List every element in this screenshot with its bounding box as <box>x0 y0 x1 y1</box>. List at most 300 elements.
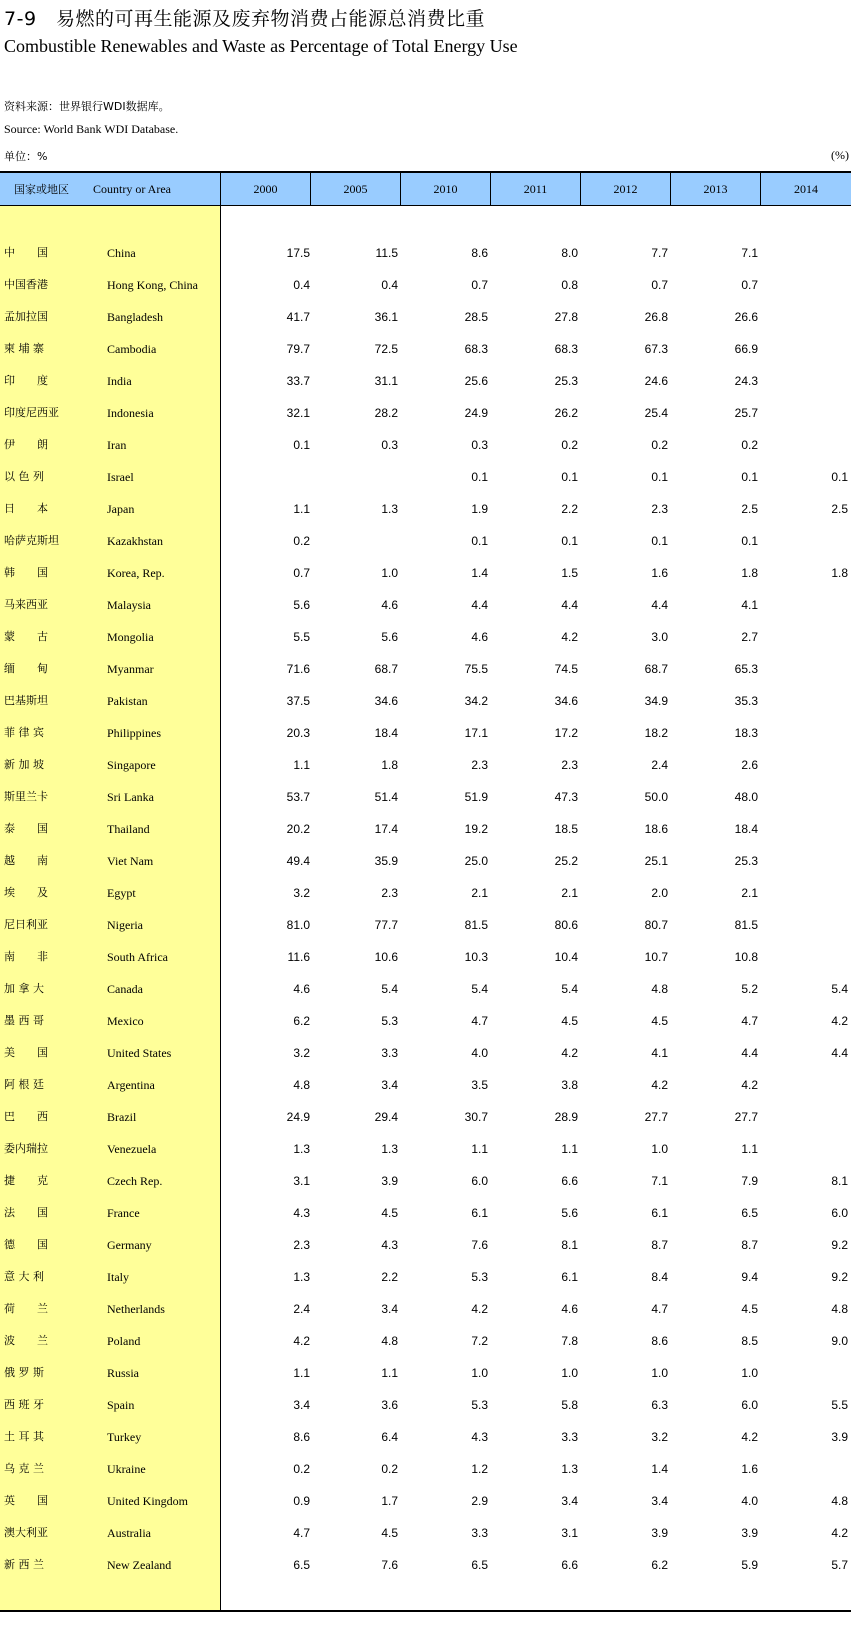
table-row <box>0 781 851 813</box>
country-name-zh: 俄 罗 斯 <box>4 1366 44 1379</box>
value-cell-2000: 5.5 <box>293 630 310 644</box>
value-cell-2013: 81.5 <box>734 918 758 932</box>
value-cell-2010: 1.2 <box>471 1462 488 1476</box>
value-cell-2012: 3.9 <box>651 1526 668 1540</box>
value-cell-2000: 5.6 <box>293 598 310 612</box>
value-cell-2000: 8.6 <box>293 1430 310 1444</box>
value-cell-2011: 0.8 <box>561 278 578 292</box>
table-row <box>0 973 851 1005</box>
value-cell-2011: 5.8 <box>561 1398 578 1412</box>
value-cell-2014: 6.0 <box>831 1206 848 1220</box>
value-cell-2000: 4.2 <box>293 1334 310 1348</box>
table-row <box>0 1101 851 1133</box>
value-cell-2000: 1.1 <box>293 1366 310 1380</box>
value-cell-2011: 25.2 <box>554 854 578 868</box>
country-name-en: Italy <box>107 1270 129 1284</box>
value-cell-2012: 27.7 <box>644 1110 668 1124</box>
value-cell-2010: 7.2 <box>471 1334 488 1348</box>
country-name-zh: 意 大 利 <box>4 1270 44 1283</box>
country-name-zh: 西 班 牙 <box>4 1398 44 1411</box>
table-body <box>0 237 851 1581</box>
value-cell-2000: 17.5 <box>286 246 310 260</box>
value-cell-2011: 4.2 <box>561 1046 578 1060</box>
country-name-en: France <box>107 1206 140 1220</box>
country-name-zh: 乌 克 兰 <box>4 1462 44 1475</box>
value-cell-2010: 17.1 <box>464 726 488 740</box>
data-table <box>0 171 851 1612</box>
country-name-zh: 马来西亚 <box>4 598 48 611</box>
table-row <box>0 493 851 525</box>
country-name-zh: 新 西 兰 <box>4 1558 44 1571</box>
value-cell-2000: 81.0 <box>286 918 310 932</box>
value-cell-2010: 0.3 <box>471 438 488 452</box>
country-name-en: Spain <box>107 1398 135 1412</box>
value-cell-2010: 2.3 <box>471 758 488 772</box>
value-cell-2005: 77.7 <box>374 918 398 932</box>
value-cell-2005: 35.9 <box>374 854 398 868</box>
country-name-zh: 日 本 <box>4 502 48 515</box>
table-row <box>0 525 851 557</box>
table-row <box>0 1165 851 1197</box>
value-cell-2013: 2.1 <box>741 886 758 900</box>
value-cell-2000: 2.3 <box>293 1238 310 1252</box>
value-cell-2012: 18.6 <box>644 822 668 836</box>
value-cell-2010: 8.6 <box>471 246 488 260</box>
value-cell-2000: 20.3 <box>286 726 310 740</box>
country-name-zh: 以 色 列 <box>4 470 44 483</box>
country-name-en: Russia <box>107 1366 140 1380</box>
value-cell-2005: 17.4 <box>374 822 398 836</box>
value-cell-2012: 0.1 <box>651 470 668 484</box>
table-row <box>0 1357 851 1389</box>
value-cell-2005: 5.4 <box>381 982 398 996</box>
country-name-zh: 加 拿 大 <box>4 982 44 995</box>
value-cell-2013: 3.9 <box>741 1526 758 1540</box>
value-cell-2010: 6.5 <box>471 1558 488 1572</box>
table-row <box>0 621 851 653</box>
country-name-zh: 孟加拉国 <box>4 310 48 323</box>
country-name-en: New Zealand <box>107 1558 172 1572</box>
value-cell-2013: 65.3 <box>734 662 758 676</box>
country-name-zh: 越 南 <box>4 854 48 867</box>
value-cell-2013: 25.7 <box>734 406 758 420</box>
value-cell-2011: 0.1 <box>561 470 578 484</box>
value-cell-2010: 1.1 <box>471 1142 488 1156</box>
table-row <box>0 269 851 301</box>
value-cell-2014: 1.8 <box>831 566 848 580</box>
value-cell-2005: 31.1 <box>374 374 398 388</box>
header-area-en: Country or Area <box>93 181 171 196</box>
country-name-en: Cambodia <box>107 342 157 356</box>
value-cell-2011: 3.4 <box>561 1494 578 1508</box>
value-cell-2013: 1.8 <box>741 566 758 580</box>
country-name-en: India <box>107 374 132 388</box>
value-cell-2012: 6.2 <box>651 1558 668 1572</box>
country-name-zh: 泰 国 <box>4 822 48 835</box>
value-cell-2011: 3.3 <box>561 1430 578 1444</box>
value-cell-2013: 18.4 <box>734 822 758 836</box>
value-cell-2005: 4.6 <box>381 598 398 612</box>
value-cell-2005: 3.3 <box>381 1046 398 1060</box>
value-cell-2000: 6.2 <box>293 1014 310 1028</box>
value-cell-2014: 5.4 <box>831 982 848 996</box>
value-cell-2013: 25.3 <box>734 854 758 868</box>
value-cell-2005: 29.4 <box>374 1110 398 1124</box>
value-cell-2000: 1.3 <box>293 1142 310 1156</box>
value-cell-2010: 2.9 <box>471 1494 488 1508</box>
value-cell-2013: 4.4 <box>741 1046 758 1060</box>
table-bottom-rule <box>0 1610 851 1612</box>
value-cell-2013: 9.4 <box>741 1270 758 1284</box>
table-row <box>0 909 851 941</box>
value-cell-2010: 4.4 <box>471 598 488 612</box>
country-name-zh: 中 国 <box>4 246 48 259</box>
value-cell-2014: 4.2 <box>831 1526 848 1540</box>
table-row <box>0 877 851 909</box>
value-cell-2012: 4.2 <box>651 1078 668 1092</box>
value-cell-2011: 1.1 <box>561 1142 578 1156</box>
table-row <box>0 717 851 749</box>
country-name-zh: 新 加 坡 <box>4 758 44 771</box>
value-cell-2012: 26.8 <box>644 310 668 324</box>
header-country-or-area <box>0 173 221 205</box>
value-cell-2005: 34.6 <box>374 694 398 708</box>
country-name-en: Bangladesh <box>107 310 163 324</box>
value-cell-2012: 50.0 <box>644 790 668 804</box>
table-row <box>0 1293 851 1325</box>
country-name-zh: 中国香港 <box>4 278 48 291</box>
value-cell-2012: 25.4 <box>644 406 668 420</box>
value-cell-2013: 4.2 <box>741 1430 758 1444</box>
value-cell-2012: 0.1 <box>651 534 668 548</box>
value-cell-2005: 1.3 <box>381 1142 398 1156</box>
country-name-zh: 埃 及 <box>4 886 48 899</box>
value-cell-2013: 4.2 <box>741 1078 758 1092</box>
table-row <box>0 1389 851 1421</box>
country-name-en: Korea, Rep. <box>107 566 165 580</box>
header-year-2014: 2014 <box>761 173 851 205</box>
value-cell-2012: 0.2 <box>651 438 668 452</box>
value-cell-2005: 6.4 <box>381 1430 398 1444</box>
country-name-en: China <box>107 246 136 260</box>
value-cell-2000: 4.8 <box>293 1078 310 1092</box>
country-name-en: Nigeria <box>107 918 143 932</box>
value-cell-2013: 8.5 <box>741 1334 758 1348</box>
country-name-en: South Africa <box>107 950 168 964</box>
value-cell-2005: 36.1 <box>374 310 398 324</box>
value-cell-2005: 10.6 <box>374 950 398 964</box>
country-name-zh: 墨 西 哥 <box>4 1014 44 1027</box>
value-cell-2005: 1.1 <box>381 1366 398 1380</box>
table-row <box>0 1037 851 1069</box>
country-name-en: Australia <box>107 1526 151 1540</box>
value-cell-2014: 4.8 <box>831 1494 848 1508</box>
value-cell-2012: 10.7 <box>644 950 668 964</box>
country-name-en: Mongolia <box>107 630 154 644</box>
country-name-en: Viet Nam <box>107 854 154 868</box>
value-cell-2000: 32.1 <box>286 406 310 420</box>
country-name-zh: 菲 律 宾 <box>4 726 44 739</box>
value-cell-2010: 68.3 <box>464 342 488 356</box>
value-cell-2005: 3.6 <box>381 1398 398 1412</box>
table-row <box>0 1261 851 1293</box>
value-cell-2005: 1.0 <box>381 566 398 580</box>
value-cell-2005: 3.4 <box>381 1078 398 1092</box>
country-name-en: Ukraine <box>107 1462 146 1476</box>
value-cell-2012: 4.4 <box>651 598 668 612</box>
country-name-en: Venezuela <box>107 1142 157 1156</box>
value-cell-2005: 1.3 <box>381 502 398 516</box>
value-cell-2005: 2.2 <box>381 1270 398 1284</box>
value-cell-2013: 26.6 <box>734 310 758 324</box>
table-row <box>0 653 851 685</box>
value-cell-2011: 7.8 <box>561 1334 578 1348</box>
value-cell-2000: 71.6 <box>286 662 310 676</box>
value-cell-2014: 9.2 <box>831 1270 848 1284</box>
value-cell-2011: 3.8 <box>561 1078 578 1092</box>
value-cell-2014: 5.5 <box>831 1398 848 1412</box>
value-cell-2005: 3.9 <box>381 1174 398 1188</box>
country-name-zh: 波 兰 <box>4 1334 48 1347</box>
value-cell-2013: 10.8 <box>734 950 758 964</box>
table-row <box>0 1517 851 1549</box>
country-name-en: Kazakhstan <box>107 534 163 548</box>
value-cell-2013: 1.0 <box>741 1366 758 1380</box>
value-cell-2012: 24.6 <box>644 374 668 388</box>
country-name-zh: 印度尼西亚 <box>4 406 59 419</box>
value-cell-2012: 4.1 <box>651 1046 668 1060</box>
value-cell-2011: 34.6 <box>554 694 578 708</box>
value-cell-2005: 4.3 <box>381 1238 398 1252</box>
country-name-en: Germany <box>107 1238 152 1252</box>
value-cell-2012: 8.6 <box>651 1334 668 1348</box>
value-cell-2011: 6.6 <box>561 1174 578 1188</box>
value-cell-2012: 2.3 <box>651 502 668 516</box>
value-cell-2013: 4.1 <box>741 598 758 612</box>
header-year-2013: 2013 <box>671 173 761 205</box>
country-name-zh: 法 国 <box>4 1206 48 1219</box>
value-cell-2012: 1.6 <box>651 566 668 580</box>
country-name-en: Philippines <box>107 726 162 740</box>
table-row <box>0 941 851 973</box>
value-cell-2013: 66.9 <box>734 342 758 356</box>
value-cell-2011: 68.3 <box>554 342 578 356</box>
value-cell-2011: 80.6 <box>554 918 578 932</box>
country-name-en: Sri Lanka <box>107 790 154 804</box>
header-year-2012: 2012 <box>581 173 671 205</box>
value-cell-2014: 4.4 <box>831 1046 848 1060</box>
value-cell-2013: 2.6 <box>741 758 758 772</box>
value-cell-2011: 10.4 <box>554 950 578 964</box>
country-name-zh: 荷 兰 <box>4 1302 48 1315</box>
value-cell-2011: 6.6 <box>561 1558 578 1572</box>
value-cell-2013: 18.3 <box>734 726 758 740</box>
value-cell-2000: 0.9 <box>293 1494 310 1508</box>
value-cell-2013: 6.5 <box>741 1206 758 1220</box>
country-name-zh: 柬 埔 寨 <box>4 342 44 355</box>
value-cell-2012: 2.4 <box>651 758 668 772</box>
value-cell-2012: 6.1 <box>651 1206 668 1220</box>
value-cell-2010: 3.3 <box>471 1526 488 1540</box>
value-cell-2011: 8.1 <box>561 1238 578 1252</box>
value-cell-2012: 2.0 <box>651 886 668 900</box>
value-cell-2000: 2.4 <box>293 1302 310 1316</box>
value-cell-2011: 5.6 <box>561 1206 578 1220</box>
value-cell-2012: 6.3 <box>651 1398 668 1412</box>
value-cell-2013: 0.7 <box>741 278 758 292</box>
value-cell-2012: 3.4 <box>651 1494 668 1508</box>
value-cell-2011: 1.5 <box>561 566 578 580</box>
value-cell-2012: 3.0 <box>651 630 668 644</box>
value-cell-2010: 6.1 <box>471 1206 488 1220</box>
value-cell-2013: 0.1 <box>741 534 758 548</box>
value-cell-2012: 7.7 <box>651 246 668 260</box>
value-cell-2011: 6.1 <box>561 1270 578 1284</box>
country-name-en: Czech Rep. <box>107 1174 163 1188</box>
value-cell-2005: 11.5 <box>375 246 398 260</box>
page-title-en: Combustible Renewables and Waste as Percentage of Total Energy Use <box>4 36 518 56</box>
value-cell-2000: 1.1 <box>293 758 310 772</box>
value-cell-2011: 26.2 <box>554 406 578 420</box>
value-cell-2013: 35.3 <box>734 694 758 708</box>
value-cell-2014: 5.7 <box>831 1558 848 1572</box>
value-cell-2013: 0.1 <box>741 470 758 484</box>
value-cell-2010: 25.6 <box>464 374 488 388</box>
header-year-2011: 2011 <box>491 173 581 205</box>
country-name-zh: 南 非 <box>4 950 48 963</box>
value-cell-2011: 8.0 <box>561 246 578 260</box>
value-cell-2011: 3.1 <box>561 1526 578 1540</box>
table-row <box>0 749 851 781</box>
table-row <box>0 1421 851 1453</box>
value-cell-2000: 11.6 <box>287 950 310 964</box>
value-cell-2010: 7.6 <box>471 1238 488 1252</box>
country-name-en: Hong Kong, China <box>107 278 198 292</box>
value-cell-2010: 25.0 <box>464 854 488 868</box>
value-cell-2013: 27.7 <box>734 1110 758 1124</box>
country-name-en: Poland <box>107 1334 141 1348</box>
table-row <box>0 429 851 461</box>
value-cell-2005: 28.2 <box>374 406 398 420</box>
value-cell-2010: 0.1 <box>471 470 488 484</box>
value-cell-2013: 5.2 <box>741 982 758 996</box>
header-year-2005: 2005 <box>311 173 401 205</box>
value-cell-2013: 2.7 <box>741 630 758 644</box>
value-cell-2014: 4.8 <box>831 1302 848 1316</box>
value-cell-2013: 2.5 <box>741 502 758 516</box>
value-cell-2005: 4.5 <box>381 1526 398 1540</box>
value-cell-2010: 5.3 <box>471 1398 488 1412</box>
value-cell-2010: 4.0 <box>471 1046 488 1060</box>
country-name-zh: 澳大利亚 <box>4 1526 48 1539</box>
value-cell-2000: 0.4 <box>293 278 310 292</box>
value-cell-2005: 3.4 <box>381 1302 398 1316</box>
value-cell-2005: 0.4 <box>381 278 398 292</box>
value-cell-2000: 49.4 <box>286 854 310 868</box>
value-cell-2000: 37.5 <box>286 694 310 708</box>
table-row <box>0 589 851 621</box>
country-name-zh: 英 国 <box>4 1494 48 1507</box>
value-cell-2013: 24.3 <box>734 374 758 388</box>
value-cell-2011: 2.2 <box>561 502 578 516</box>
value-cell-2014: 2.5 <box>831 502 848 516</box>
country-name-zh: 阿 根 廷 <box>4 1078 44 1091</box>
value-cell-2011: 4.4 <box>561 598 578 612</box>
value-cell-2012: 0.7 <box>651 278 668 292</box>
value-cell-2012: 1.0 <box>651 1142 668 1156</box>
value-cell-2013: 7.9 <box>741 1174 758 1188</box>
header-year-2010: 2010 <box>401 173 491 205</box>
country-name-en: Thailand <box>107 822 150 836</box>
country-name-zh: 印 度 <box>4 374 48 387</box>
value-cell-2011: 4.6 <box>561 1302 578 1316</box>
value-cell-2010: 4.2 <box>471 1302 488 1316</box>
country-name-en: Pakistan <box>107 694 148 708</box>
table-row <box>0 1453 851 1485</box>
value-cell-2013: 8.7 <box>741 1238 758 1252</box>
value-cell-2005: 1.8 <box>381 758 398 772</box>
country-name-zh: 哈萨克斯坦 <box>4 534 59 547</box>
value-cell-2000: 41.7 <box>286 310 310 324</box>
value-cell-2010: 1.0 <box>471 1366 488 1380</box>
source-note-zh: 资料来源：世界银行WDI数据库。 <box>4 100 170 113</box>
table-row <box>0 1549 851 1581</box>
value-cell-2000: 4.3 <box>293 1206 310 1220</box>
value-cell-2000: 0.1 <box>293 438 310 452</box>
value-cell-2010: 75.5 <box>464 662 488 676</box>
value-cell-2010: 5.3 <box>471 1270 488 1284</box>
value-cell-2012: 8.7 <box>651 1238 668 1252</box>
value-cell-2014: 3.9 <box>831 1430 848 1444</box>
value-cell-2011: 0.1 <box>561 534 578 548</box>
header-area-zh: 国家或地区 <box>14 183 69 196</box>
value-cell-2014: 4.2 <box>831 1014 848 1028</box>
value-cell-2013: 4.0 <box>741 1494 758 1508</box>
value-cell-2013: 7.1 <box>741 246 758 260</box>
value-cell-2010: 4.3 <box>471 1430 488 1444</box>
value-cell-2000: 4.7 <box>293 1526 310 1540</box>
value-cell-2013: 1.1 <box>741 1142 758 1156</box>
value-cell-2000: 79.7 <box>286 342 310 356</box>
country-name-en: Netherlands <box>107 1302 165 1316</box>
country-name-en: Myanmar <box>107 662 154 676</box>
table-row <box>0 1229 851 1261</box>
value-cell-2010: 30.7 <box>464 1110 488 1124</box>
value-cell-2011: 27.8 <box>554 310 578 324</box>
header-year-2000: 2000 <box>221 173 311 205</box>
country-name-en: Turkey <box>107 1430 142 1444</box>
country-name-zh: 巴 西 <box>4 1110 48 1123</box>
value-cell-2005: 51.4 <box>374 790 398 804</box>
value-cell-2014: 8.1 <box>831 1174 848 1188</box>
value-cell-2005: 72.5 <box>374 342 398 356</box>
value-cell-2012: 80.7 <box>644 918 668 932</box>
country-name-en: Brazil <box>107 1110 137 1124</box>
table-row <box>0 1197 851 1229</box>
country-name-zh: 巴基斯坦 <box>4 694 48 707</box>
country-name-en: Indonesia <box>107 406 154 420</box>
country-name-zh: 韩 国 <box>4 566 48 579</box>
value-cell-2012: 67.3 <box>644 342 668 356</box>
value-cell-2010: 5.4 <box>471 982 488 996</box>
value-cell-2011: 18.5 <box>554 822 578 836</box>
value-cell-2000: 1.3 <box>293 1270 310 1284</box>
value-cell-2010: 81.5 <box>464 918 488 932</box>
value-cell-2010: 34.2 <box>464 694 488 708</box>
value-cell-2010: 4.6 <box>471 630 488 644</box>
table-row <box>0 1005 851 1037</box>
value-cell-2000: 3.1 <box>293 1174 310 1188</box>
